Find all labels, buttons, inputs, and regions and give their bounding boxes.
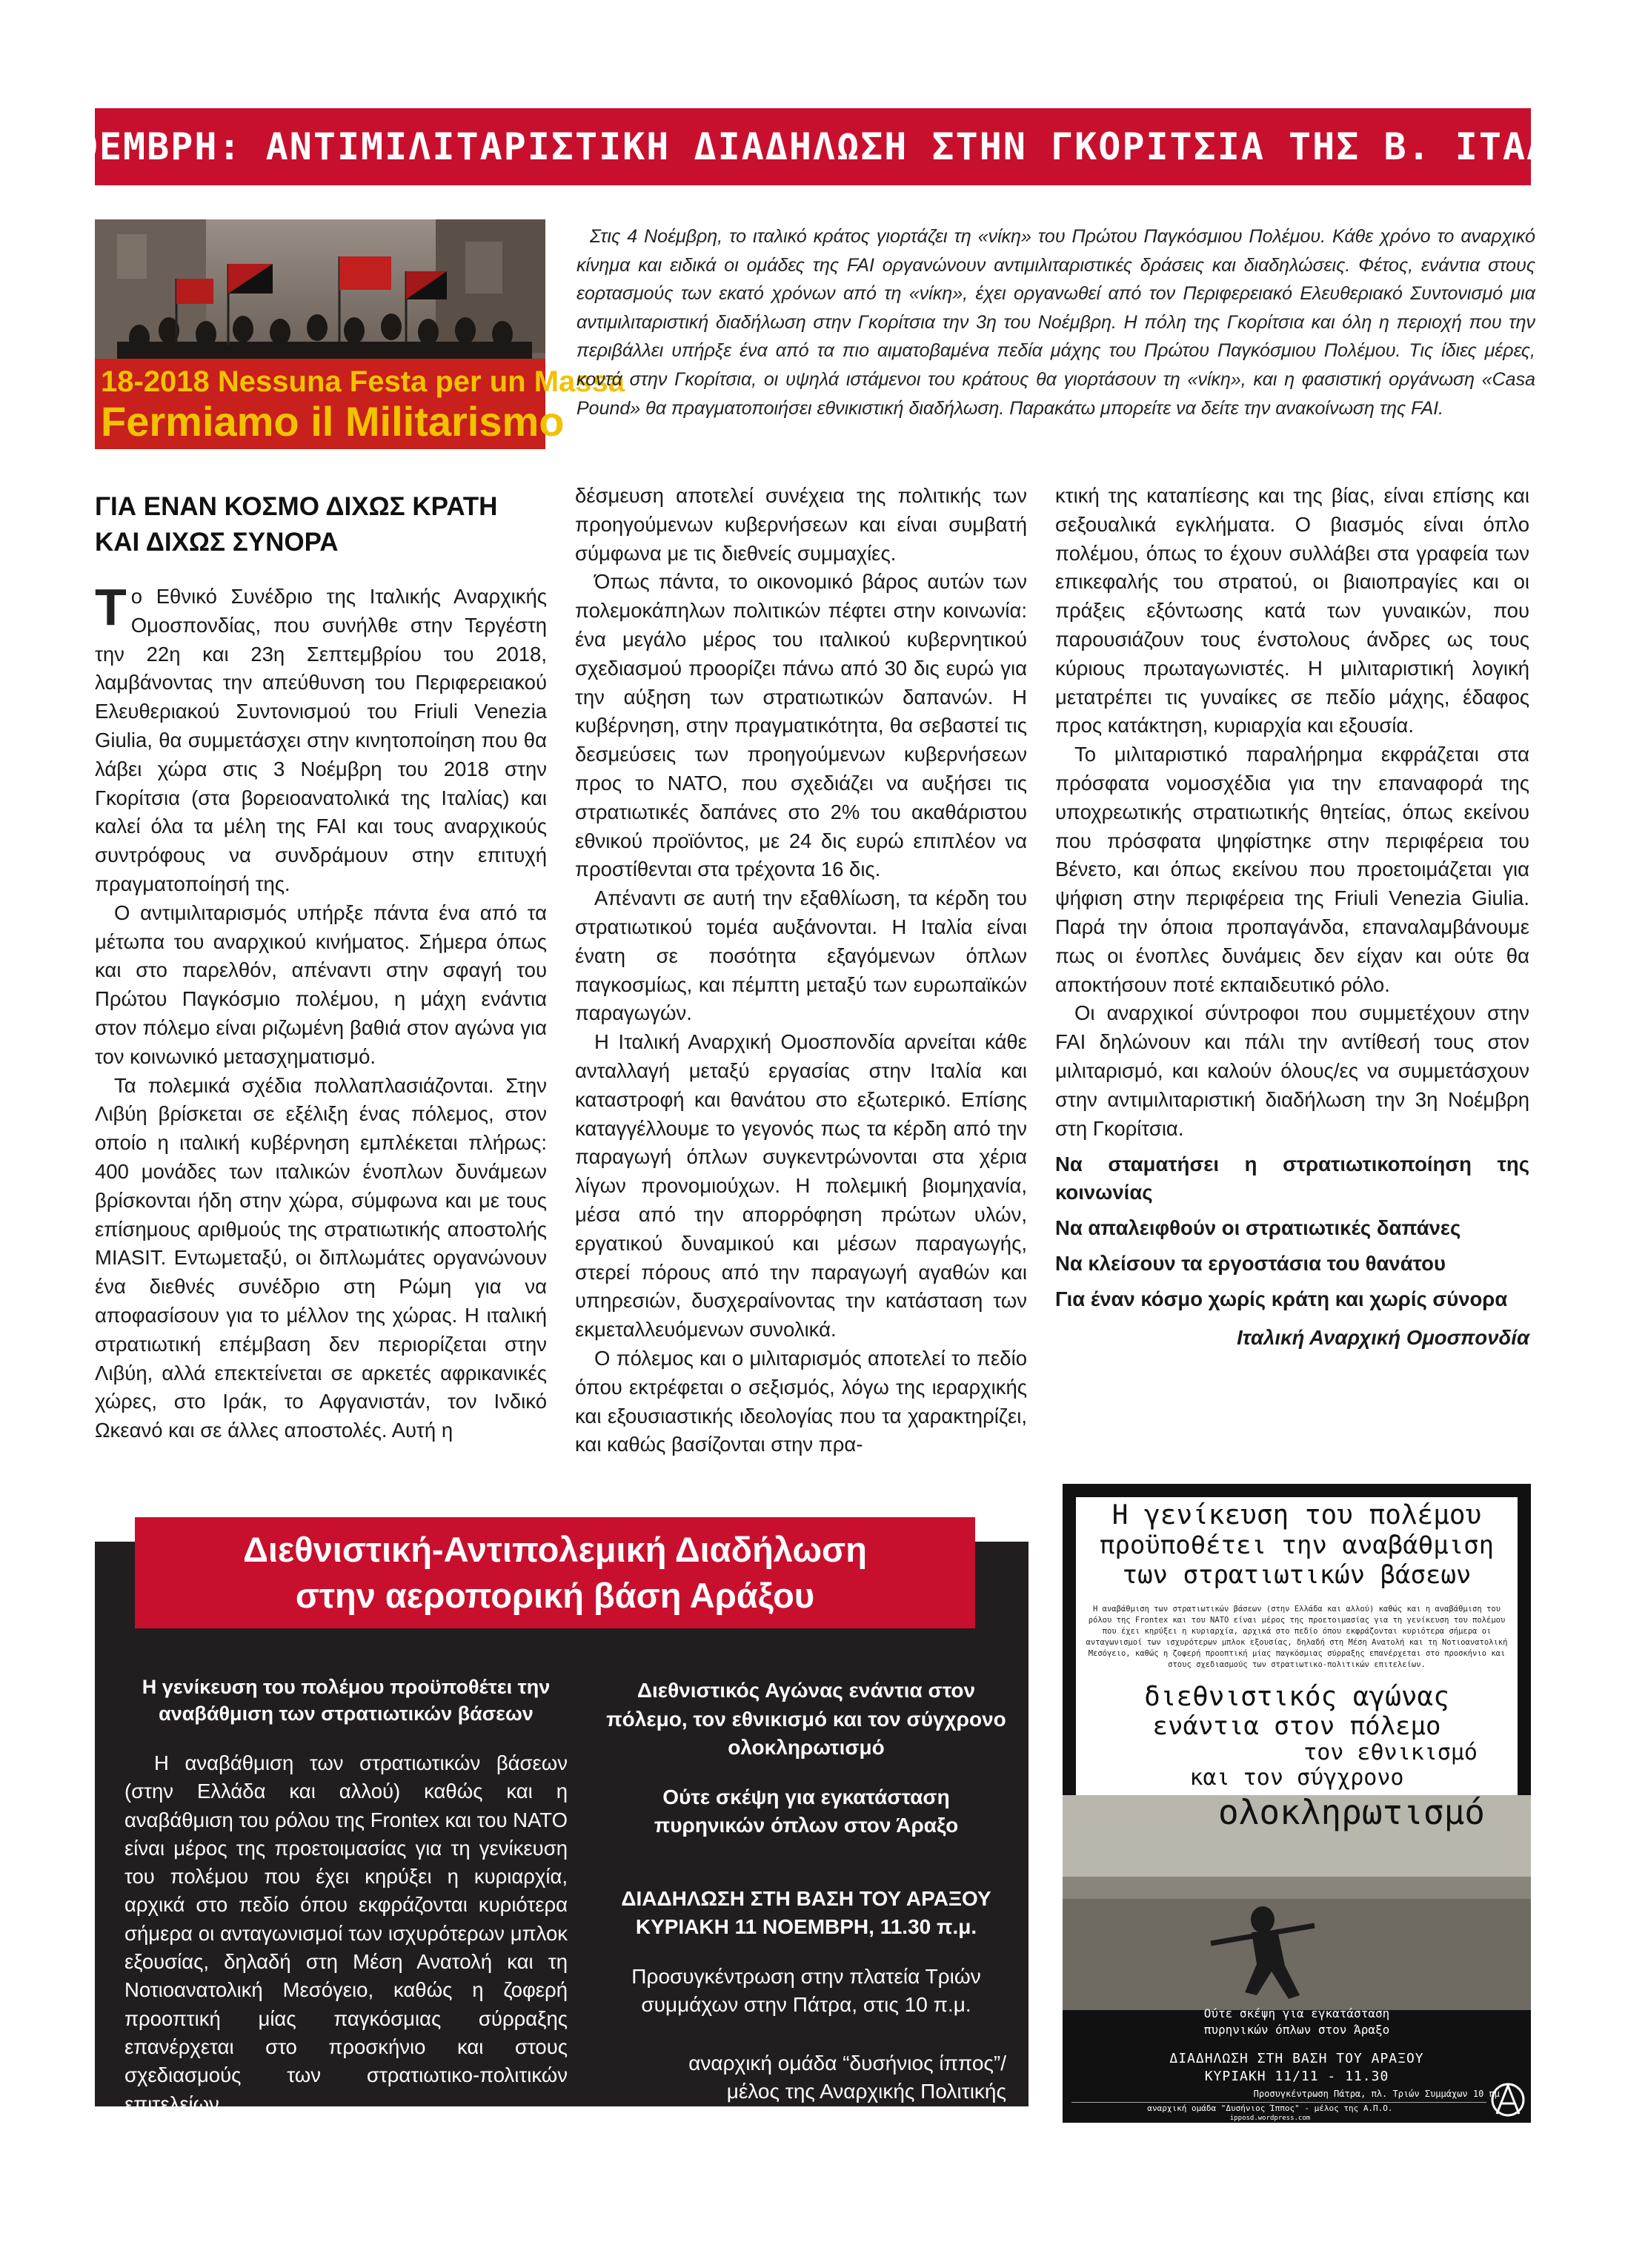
intro-paragraph: Στις 4 Νοέμβρη, το ιταλικό κράτος γιορτάζει τη «νίκη» του Πρώτου Παγκόσμιου Πολέμου. Κάθε χρόνο το αναρχικό κίνημα και ειδικά οι ομάδες της FAI οργανώνουν αντιμιλιταριστικές δράσεις και διαδηλώσεις. Φέτος, ενάντια στους εορτασμούς των εκατό χρόνων από τη «νίκη», έχει οργανωθεί από τον Περιφερειακό Ελευθεριακό Συντονισμό μια αντιμιλιταριστική διαδήλωση στην Γκορίτσια την 3η του Νοέμβρη. Η πόλη της Γκορίτσια και όλη η περιοχή που την περιβάλλει υπήρξε ένα από τα πιο αιματοβαμένα πεδία μάχης του Πρώτου Παγκόσμιου Πολέμου. Τις ίδιες μέρες, κοντά στην Γκορίτσια, οι υψηλά ιστάμενοι του κράτους θα γιορτάσουν τη «νίκη», και η φασιστική οργάνωση «Casa Pound» θα πραγματοποιήσει εθνικιστική διαδήλωση. Παρακάτω μπορείτε να δείτε την ανακοίνωση της FAI. bbox=[576, 226, 1535, 419]
poster-foot3: ΔΙΑΔΗΛΩΣΗ ΣΤΗ ΒΑΣΗ ΤΟΥ ΑΡΑΞΟΥ bbox=[1169, 2051, 1424, 2066]
poster-line1: Η γενίκευση του πολέμου bbox=[1111, 1500, 1482, 1531]
poster-big5: ολοκληρωτισμό bbox=[1217, 1792, 1485, 1832]
poster-big2: ενάντια στον πόλεμο bbox=[1152, 1711, 1441, 1741]
signature: Ιταλική Αναρχική Ομοσπονδία bbox=[1237, 1326, 1529, 1350]
event-left-body: Η αναβάθμιση των στρατιωτικών βάσεων (στην Ελλάδα και αλλού) καθώς και η αναβάθμιση του ρόλου της Frontex και του ΝΑΤΟ είναι μέρος της προετοιμασίας για τη γενίκευση του πολέμου που έχει κηρύξει η κυριαρχία, αρχικά στο πεδίο όπου εκφράζονται κυριότερα σήμερα οι ανταγωνισμοί των ισχυρότερων μπλοκ εξουσίας, δηλαδή στη Μέση Ανατολή και τη Νοτιοανατολική Μεσόγειο, καθώς η ζοφερή προοπτική μίας παγκόσμιας σύρραξης επανέρχεται στο προσκήνιο και στους σχεδιασμούς των στρατιωτικο-πολιτικών επιτελείων. bbox=[124, 1751, 568, 2115]
poster-foot7: ipposd.wordpress.com bbox=[1229, 2115, 1311, 2122]
poster-line3: των στρατιωτικών βάσεων bbox=[1122, 1560, 1472, 1590]
event-slogan: Διεθνιστικός Αγώνας ενάντια στον πόλεμο, τον εθνικισμό και τον σύγχρονο ολοκληρωτισμό bbox=[606, 1679, 1006, 1759]
event-title-demo: ΔΙΑΔΗΛΩΣΗ ΣΤΗ ΒΑΣΗ ΤΟΥ ΑΡΑΞΟΥ bbox=[621, 1886, 991, 1910]
poster-divider bbox=[1071, 2102, 1486, 2103]
event-title-box bbox=[135, 1517, 975, 1628]
event-right-column bbox=[606, 1677, 1006, 2135]
paragraph: κτική της καταπίεσης και της βίας, είναι επίσης και σεξουαλικά εγκλήματα. Ο βιασμός είναι όπλο πολέμου, όπως το έχουν συλλάβει στα γραφεία των επικεφαλής του στρατού, οι βιαιοπραγίες και οι πράξεις εξόντωσης κατά των γυναικών, που παρουσιάζουν τους ένστολους άνδρες ως τους κύριους πρωταγωνιστές. Η μιλιταριστική λογική μετατρέπει τις γυναίκες σε πεδίο μάχης, έδαφος προς κατάκτηση, κυριαρχία και εξουσία. bbox=[1055, 484, 1529, 737]
article-column-2 bbox=[575, 482, 1027, 1459]
article-subheading: ΓΙΑ ΕΝΑΝ ΚΟΣΜΟ ΔΙΧΩΣ ΚΡΑΤΗ ΚΑΙ ΔΙΧΩΣ ΣΥΝΟΡΑ bbox=[95, 492, 498, 557]
article-column-1 bbox=[95, 578, 547, 1445]
article-banner-title: 3 ΝΟΕΜΒΡΗ: ΑΝΤΙΜΙΛΙΤΑΡΙΣΤΙΚΗ ΔΙΑΔΗΛΩΣΗ ΣΤΗΝ ΓΚΟΡΙΤΣΙΑ ΤΗΣ Β. ΙΤΑΛΙΑΣ bbox=[95, 108, 1531, 185]
photo-illustration bbox=[95, 219, 625, 449]
paragraph: δέσμευση αποτελεί συνέχεια της πολιτικής των προηγούμενων κυβερνήσεων και είναι συμβατή σύμφωνα με τις διεθνείς συμμαχίες. bbox=[575, 484, 1027, 565]
paragraph: Ο αντιμιλιταρισμός υπήρξε πάντα ένα από τα μέτωπα του αναρχικού κινήματος. Σήμερα όπως και στο παρελθόν, απέναντι στην σφαγή του Πρώτου Παγκόσμιο πολέμου, η μάχη ενάντια στον πόλεμο είναι ριζωμένη βαθιά στον αγώνα για τον κοινωνικό μετασχηματισμό. bbox=[95, 901, 547, 1068]
paragraph: Το μιλιταριστικό παραλήρημα εκφράζεται στα πρόσφατα νομοσχέδια για την επαναφορά της υποχρεωτικής στρατιωτικής θητείας, όπως εκείνου που πρόσφατα ψηφίστηκε στην περιφέρεια του Βένετο, και όπως εκείνου που προετοιμάζεται για ψήφιση στην περιφέρεια της Friuli Venezia Giulia. Παρά την όποια προπαγάνδα, επαναλαμβάνουμε πως οι ένοπλες δυνάμεις δεν είχαν και ούτε θα αποκτήσουν ποτέ εκπαιδευτικό ρόλο. bbox=[1055, 743, 1529, 996]
article-column-3 bbox=[1055, 482, 1529, 1353]
event-left-column bbox=[124, 1674, 568, 2118]
slogan: Να απαλειφθούν οι στρατιωτικές δαπάνες bbox=[1055, 1216, 1461, 1240]
paragraph: Ο πόλεμος και ο μιλιταρισμός αποτελεί το πεδίο όπου εκτρέφεται ο σεξισμός, λόγω της ιεραρχικής και εξουσιαστικής ιδεολογίας που τα χαρακτηρίζει, και καθώς βασίζονται στην πρα- bbox=[575, 1346, 1027, 1456]
paragraph: Απέναντι σε αυτή την εξαθλίωση, τα κέρδη του στρατιωτικού τομέα αυξάνονται. Η Ιταλία είναι ένατη σε ποσότητα εξαγόμενων όπλων παγκοσμίως, και πέμπτη μεταξύ των ευρωπαϊκών παραγωγών. bbox=[575, 886, 1027, 1025]
poster-foot4: ΚΥΡΙΑΚΗ 11/11 - 11.30 bbox=[1204, 2069, 1389, 2084]
paragraph: Το Εθνικό Συνέδριο της Ιταλικής Αναρχικής Ομοσπονδίας, που συνήλθε στην Τεργέστη την 22η και 23η Σεπτεμβρίου του 2018, λαμβάνοντας την απεύθυνση του Περιφερειακού Ελευθεριακού Συντονισμού του Friuli Venezia Giulia, θα συμμετάσχει στην κινητοποίηση που θα λάβει χώρα στις 3 Νοέμβρη του 2018 στην Γκορίτσια (στα βορειοανατολικά της Ιταλίας) και καλεί όλα τα μέλη της FAI και τους αναρχικούς συντρόφους να συνδράμουν στην επιτυχή πραγματοποίησή της. bbox=[95, 578, 547, 895]
poster-foot6: αναρχική ομάδα "Δυσήνιος Ίππος" - μέλος της Α.Π.Ο. bbox=[1147, 2103, 1393, 2113]
poster-foot5: Προσυγκέντρωση Πάτρα, πλ. Τριών Συμμάχων 10 πμ bbox=[1253, 2089, 1500, 2099]
poster-big3: τον εθνικισμό bbox=[1303, 1740, 1478, 1765]
paragraph: Οι αναρχικοί σύντροφοι που συμμετέχουν στην FAI δηλώνουν και πάλι την αντίθεσή τους στον μιλιταρισμό, και καλούν όλους/ες να συμμετάσχουν στην αντιμιλιταριστική διαδήλωση την 3η Νοέμβρη στη Γκορίτσια. bbox=[1055, 1001, 1529, 1140]
demonstration-photo bbox=[95, 219, 625, 449]
event-title-line1: Διεθνιστική-Αντιπολεμική Διαδήλωση bbox=[243, 1530, 867, 1569]
event-poster bbox=[1063, 1484, 1531, 2123]
event-date: ΚΥΡΙΑΚΗ 11 ΝΟΕΜΒΡΗ, 11.30 π.μ. bbox=[635, 1915, 977, 1938]
poster-small-text: Η αναβάθμιση των στρατιωτικών βάσεων (στην Ελλάδα και αλλού) καθώς και η αναβάθμιση του ρόλου της Frontex και του ΝΑΤΟ είναι μέρος της προετοιμασίας για τη γενίκευση του πολέμου που έχει κηρύξει η κυριαρχία, αρχικά στο πεδίο όπου εκφράζονται κυριότερα σήμερα οι ανταγωνισμοί των ισχυρότερων μπλοκ εξουσίας, δηλαδή στη Μέση Ανατολή και τη Νοτιοανατολική Μεσόγειο, καθώς η ζοφερή προοπτική μίας παγκόσμιας σύρραξης επανέρχεται στο προσκήνιο και στους σχεδιασμούς των στρατιωτικο-πολιτικών επιτελείων. bbox=[1086, 1605, 1508, 1669]
paragraph: Τα πολεμικά σχέδια πολλαπλασιάζονται. Στην Λιβύη βρίσκεται σε εξέλιξη ένας πόλεμος, στον οποίο η ιταλική κυβέρνηση εμπλέκεται πλήρως: 400 μονάδες των ιταλικών ένοπλων δυνάμεων βρίσκονται ήδη στην χώρα, σύμφωνα και με τους επίσημους αριθμούς της στρατιωτικής αποστολής MIASIT. Εντωμεταξύ, οι διπλωμάτες οργανώνουν ένα διεθνές συνέδριο στη Ρώμη για να αποφασίσουν για το μέλλον της χώρας. Η ιταλική στρατιωτική επέμβαση δεν περιορίζεται στην Λιβύη, αλλά επεκτείνεται σε αρκετές αφρικανικές χώρες, στο Ιράκ, το Αφγανιστάν, τον Ινδικό Ωκεανό και σε άλλες αποστολές. Αυτή η bbox=[95, 1073, 547, 1442]
event-left-heading: Η γενίκευση του πολέμου προϋποθέτει την αναβάθμιση των στρατιωτικών βάσεων bbox=[142, 1676, 551, 1725]
photo-banner-line1: 18-2018 Nessuna Festa per un Massa bbox=[101, 365, 625, 398]
poster-big4: και τον σύγχρονο bbox=[1189, 1765, 1404, 1791]
event-slogan: Ούτε σκέψη για εγκατάσταση πυρηνικών όπλων στον Άραξο bbox=[654, 1785, 959, 1837]
slogan: Να κλείσουν τα εργοστάσια του θανάτου bbox=[1055, 1252, 1446, 1276]
poster-line2: προϋποθέτει την αναβάθμιση bbox=[1099, 1531, 1495, 1560]
poster-foot2: πυρηνικών όπλων στον Άραξο bbox=[1203, 2023, 1390, 2037]
paragraph: Όπως πάντα, το οικονομικό βάρος αυτών των πολεμοκάπηλων πολιτικών πέφτει στην κοινωνία: ένα μεγάλο μέρος του ιταλικού κυβερνητικού σχεδιασμού προορίζει πάνω από 30 δις ευρώ για την αύξηση των στρατιωτικών δαπανών. Η κυβέρνηση, στην πραγματικότητα, θα σεβαστεί τις δεσμεύσεις των προηγούμενων κυβερνήσεων προς το ΝΑΤΟ, που σχεδιάζει να αυξήσει τις στρατιωτικές δαπάνες στο 2% του ακαθάριστου εθνικού προϊόντος, με 24 δις ευρώ επιπλέον να προστίθενται στα τρέχοντα 16 δις. bbox=[575, 570, 1027, 881]
event-gathering: Προσυγκέντρωση στην πλατεία Τριών συμμάχων στην Πάτρα, στις 10 π.μ. bbox=[631, 1964, 981, 2016]
poster-big1: διεθνιστικός αγώνας bbox=[1144, 1682, 1449, 1712]
paragraph: Η Ιταλική Αναρχική Ομοσπονδία αρνείται κάθε ανταλλαγή μεταξύ εργασίας στην Ιταλία και καταστροφή και θανάτου στο εξωτερικό. Επίσης καταγγέλλουμε το γεγονός πως τα κέρδη από την παραγωγή όπλων συγκεντρώνονται στα χέρια λίγων προνομιούχων. Η πολεμική βιομηχανία, μέσα από την απορρόφηση πρώτων υλών, εργατικού δυναμικού και μέσων παραγωγής, στερεί πόρους από την παραγωγή αγαθών και υπηρεσιών, δυσχεραίνοντας την κατάσταση των εκμεταλλευόμενων συνολικά. bbox=[575, 1030, 1027, 1342]
drop-cap: Τ bbox=[95, 578, 127, 636]
event-title-line2: στην αεροπορική βάση Αράξου bbox=[295, 1576, 815, 1615]
slogan: Να σταματήσει η στρατιωτικοποίηση της κοινωνίας bbox=[1055, 1153, 1529, 1204]
event-organizer: αναρχική ομάδα “δυσήνιος ίππος”/ μέλος της Αναρχικής Πολιτικής Οργάνωσης bbox=[688, 2051, 1006, 2132]
poster-foot1: Ούτε σκέψη για εγκατάσταση bbox=[1203, 2006, 1390, 2020]
anarchy-icon bbox=[1489, 2081, 1526, 2118]
slogan: Για έναν κόσμο χωρίς κράτη και χωρίς σύνορα bbox=[1055, 1287, 1508, 1311]
photo-banner-line2: Fermiamo il Militarismo bbox=[101, 398, 565, 445]
